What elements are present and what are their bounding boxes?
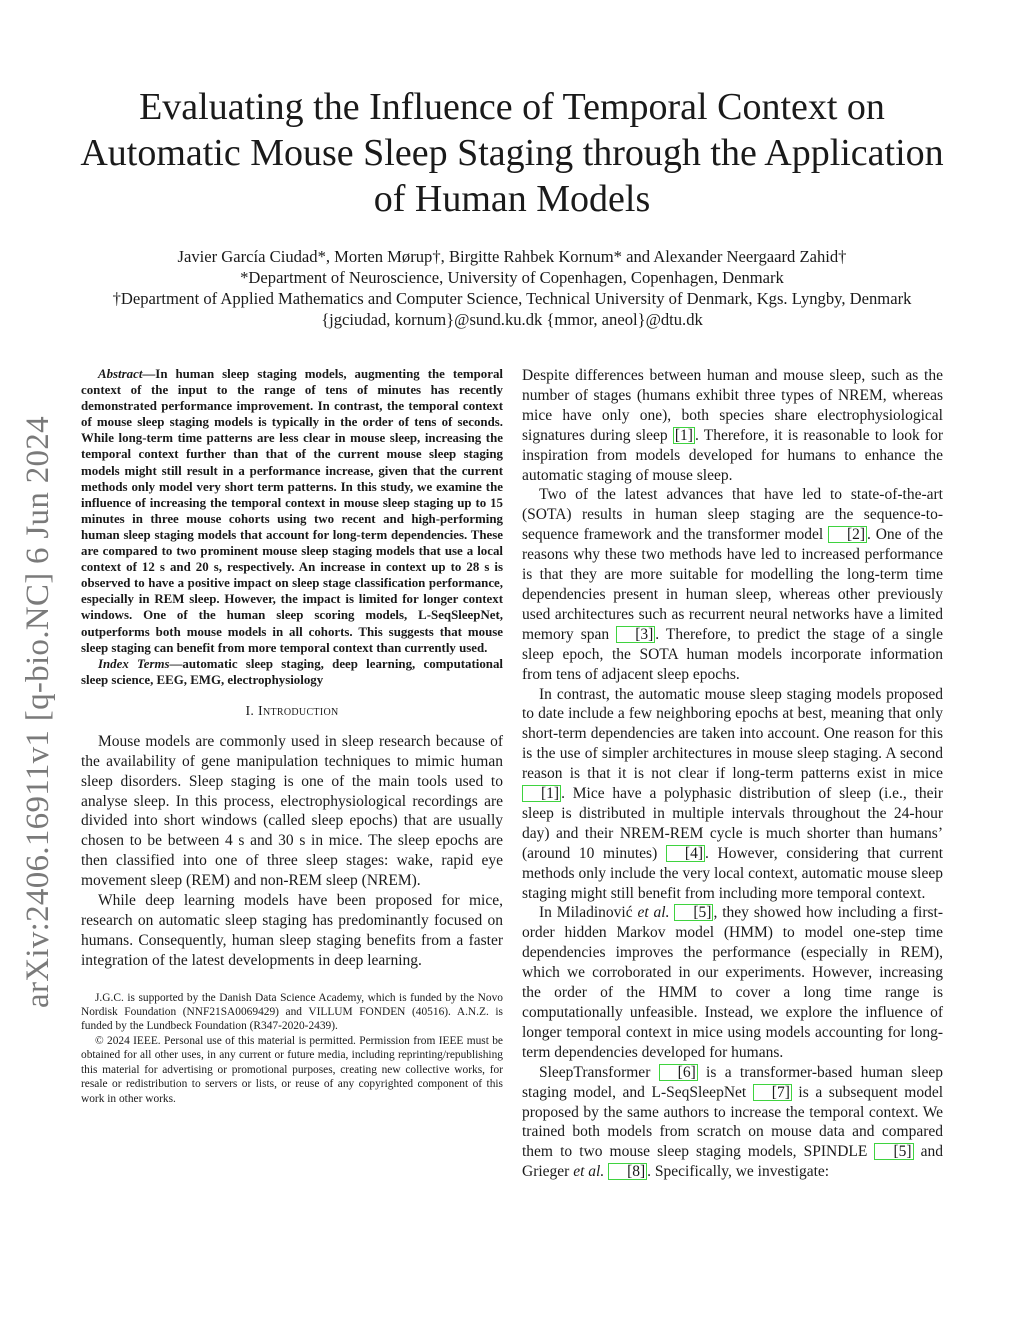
et-al: et al. [637, 904, 670, 922]
citation-link[interactable]: [6] [659, 1064, 698, 1081]
text-run: . One of the reasons why these two methods have led to increased performance is that they are more suitable for modelling the long-term time dependencies present in human sleep, whereas other previously used architectures such as recurrent neural networks have a limited memory span [522, 526, 943, 643]
citation-link[interactable]: [8] [608, 1163, 647, 1180]
abstract [81, 366, 503, 656]
citation-link[interactable]: [3] [616, 626, 655, 643]
right-column [522, 366, 943, 1182]
text-run: and Grieger [522, 1143, 943, 1181]
index-terms [81, 656, 503, 688]
right-paragraph-5 [522, 1063, 943, 1182]
text-run: . Mice have a polyphasic distribution of sleep (i.e., their sleep is distributed in multiple intervals throughout the 24-hour day) and their NREM-REM cycle is much shorter than humans’ (around 10 minutes) [522, 785, 943, 862]
citation-link[interactable]: [4] [666, 845, 705, 862]
text-run: Two of the latest advances that have led to state-of-the-art (SOTA) results in human sleep staging are the sequence-to-sequence framework and the transformer model [522, 486, 943, 544]
author-block [60, 246, 964, 330]
citation-link[interactable]: [5] [874, 1143, 913, 1160]
right-paragraph-2 [522, 485, 943, 684]
abstract-label: Abstract [98, 367, 143, 381]
paper-title: Evaluating the Influence of Temporal Context on Automatic Mouse Sleep Staging through the Application of Human Models [80, 86, 944, 220]
intro-paragraph-1: Mouse models are commonly used in sleep research because of the availability of gene manipulation techniques to mimic human sleep disorders. Sleep staging is one of the main tools used to analyse sleep. In this process, electrophysiological recordings are divided into short windows (called sleep epochs) that are usually chosen to be between 4 s and 30 s in mice. The sleep epochs are then classified into one of three sleep stages: wake, rapid eye movement sleep (REM) and non-REM sleep (NREM). [81, 732, 503, 890]
citation-link[interactable]: [1] [522, 785, 561, 802]
text-run: In contrast, the automatic mouse sleep staging models proposed to date include a few neighboring epochs at best, meaning that only short-term dependencies are taken into account. One reason for this is the use of simpler architectures in mouse sleep staging. A second reason is that it is not clear if long-term patterns exist in mice [522, 685, 943, 783]
abstract-text: —In human sleep staging models, augmenting the temporal context of the input to the range of tens of minutes has recently demonstrated performance improvement. In contrast, the temporal context of mouse sleep staging models is typically in the order of tens of seconds. While long-term time patterns are less clear in mouse sleep, increasing the temporal context further than that of the current mouse sleep staging models might still result in a performance increase, given that the current methods only model very short term patterns. In this study, we examine the influence of increasing the temporal context in mouse sleep staging up to 15 minutes in three mouse cohorts using two recent and high-performing human sleep staging models that account for long-term dependencies. These are compared to two prominent mouse sleep staging models that use a local context of 12 s and 20 s, respectively. An increase in context up to 28 s is observed to have a positive impact on sleep stage classification performance, especially in REM sleep. However, the impact is limited for longer context windows. One of the human sleep scoring models, L-SeqSleepNet, outperforms both mouse models in all cohorts. This suggests that mouse sleep staging can benefit from more temporal context than currently used. [81, 367, 503, 655]
citation-link[interactable]: [2] [828, 526, 867, 543]
arxiv-identifier: arXiv:2406.16911v1 [q-bio.NC] 6 Jun 2024 [20, 416, 56, 1008]
text-run: , they showed how including a first-order hidden Markov model (HMM) to model one-step time dependencies improves the performance (especially in REM), which we corroborated in our experiments. However, increasing the order of the HMM to cover a long time range is computationally unfeasible. Instead, we explore the influence of longer temporal context in mice using models accounting for long-term dependencies developed for humans. [522, 904, 943, 1061]
index-terms-text: —automatic sleep staging, deep learning, computational sleep science, EEG, EMG, electrophysiology [81, 656, 503, 687]
text-run: is a subsequent model proposed by the same authors to increase the temporal context. We trained both models from scratch on mouse data and compared them to two mouse sleep staging models, SPINDLE [522, 1083, 944, 1161]
affiliation-neuroscience: *Department of Neuroscience, University of Copenhagen, Copenhagen, Denmark [240, 268, 784, 287]
right-paragraph-1 [522, 366, 943, 485]
text-run: SleepTransformer [539, 1063, 659, 1081]
intro-paragraph-2: While deep learning models have been proposed for mice, research on automatic sleep staging has predominantly focused on humans. Consequently, human sleep staging benefits from a faster integration of the latest developments in deep learning. [81, 892, 503, 969]
index-terms-label: Index Terms [98, 656, 170, 671]
text-run: . However, considering that current methods only include the very local context, automatic mouse sleep staging might still benefit from including more temporal context. [522, 844, 944, 902]
funding-footnote: J.G.C. is supported by the Danish Data Science Academy, which is funded by the Novo Nordisk Foundation (NNF21SA0069429) and VILLUM FONDEN (40516). A.N.Z. is funded by the Lundbeck Foundation (R347-2020-2439). [81, 991, 503, 1033]
text-run: . Therefore, to predict the stage of a single sleep epoch, the SOTA human models incorporate information from tens of adjacent sleep epochs. [522, 625, 943, 683]
section-heading-introduction: I. Introduction [245, 703, 339, 719]
text-run: . Specifically, we investigate: [647, 1163, 830, 1181]
citation-link[interactable]: [1] [674, 426, 693, 444]
copyright-footnote: © 2024 IEEE. Personal use of this material is permitted. Permission from IEEE must be obtained for all other uses, in any current or future media, including reprinting/republishing this material for advertising or promotional purposes, creating new collective works, for resale or redistribution to servers or lists, or reuse of any copyrighted component of this work in other works. [81, 1034, 503, 1105]
citation-link[interactable]: [7] [753, 1084, 792, 1101]
author-list: Javier García Ciudad*, Morten Mørup†, Birgitte Rahbek Kornum* and Alexander Neergaard Zahid† [177, 247, 847, 266]
author-emails: {jgciudad, kornum}@sund.ku.dk {mmor, aneol}@dtu.dk [321, 310, 703, 329]
text-run: . Therefore, it is reasonable to look for inspiration from models developed for humans to enhance the automatic staging of mouse sleep. [522, 426, 944, 484]
citation-link[interactable]: [5] [674, 904, 713, 921]
right-paragraph-3 [522, 685, 943, 904]
left-column [81, 366, 503, 1106]
text-run: is a transformer-based human sleep staging model, and L-SeqSleepNet [522, 1063, 943, 1101]
footnotes [81, 991, 503, 1106]
affiliation-dtu: †Department of Applied Mathematics and Computer Science, Technical University of Denmark, Kgs. Lyngby, Denmark [112, 289, 912, 308]
right-paragraph-4 [522, 903, 943, 1062]
et-al: et al. [573, 1163, 605, 1181]
text-run: Despite differences between human and mouse sleep, such as the number of stages (humans exhibit three types of NREM, whereas mice have only one), both species share electrophysiological signatures during sleep [522, 367, 943, 444]
text-run: In Miladinović [539, 904, 638, 922]
